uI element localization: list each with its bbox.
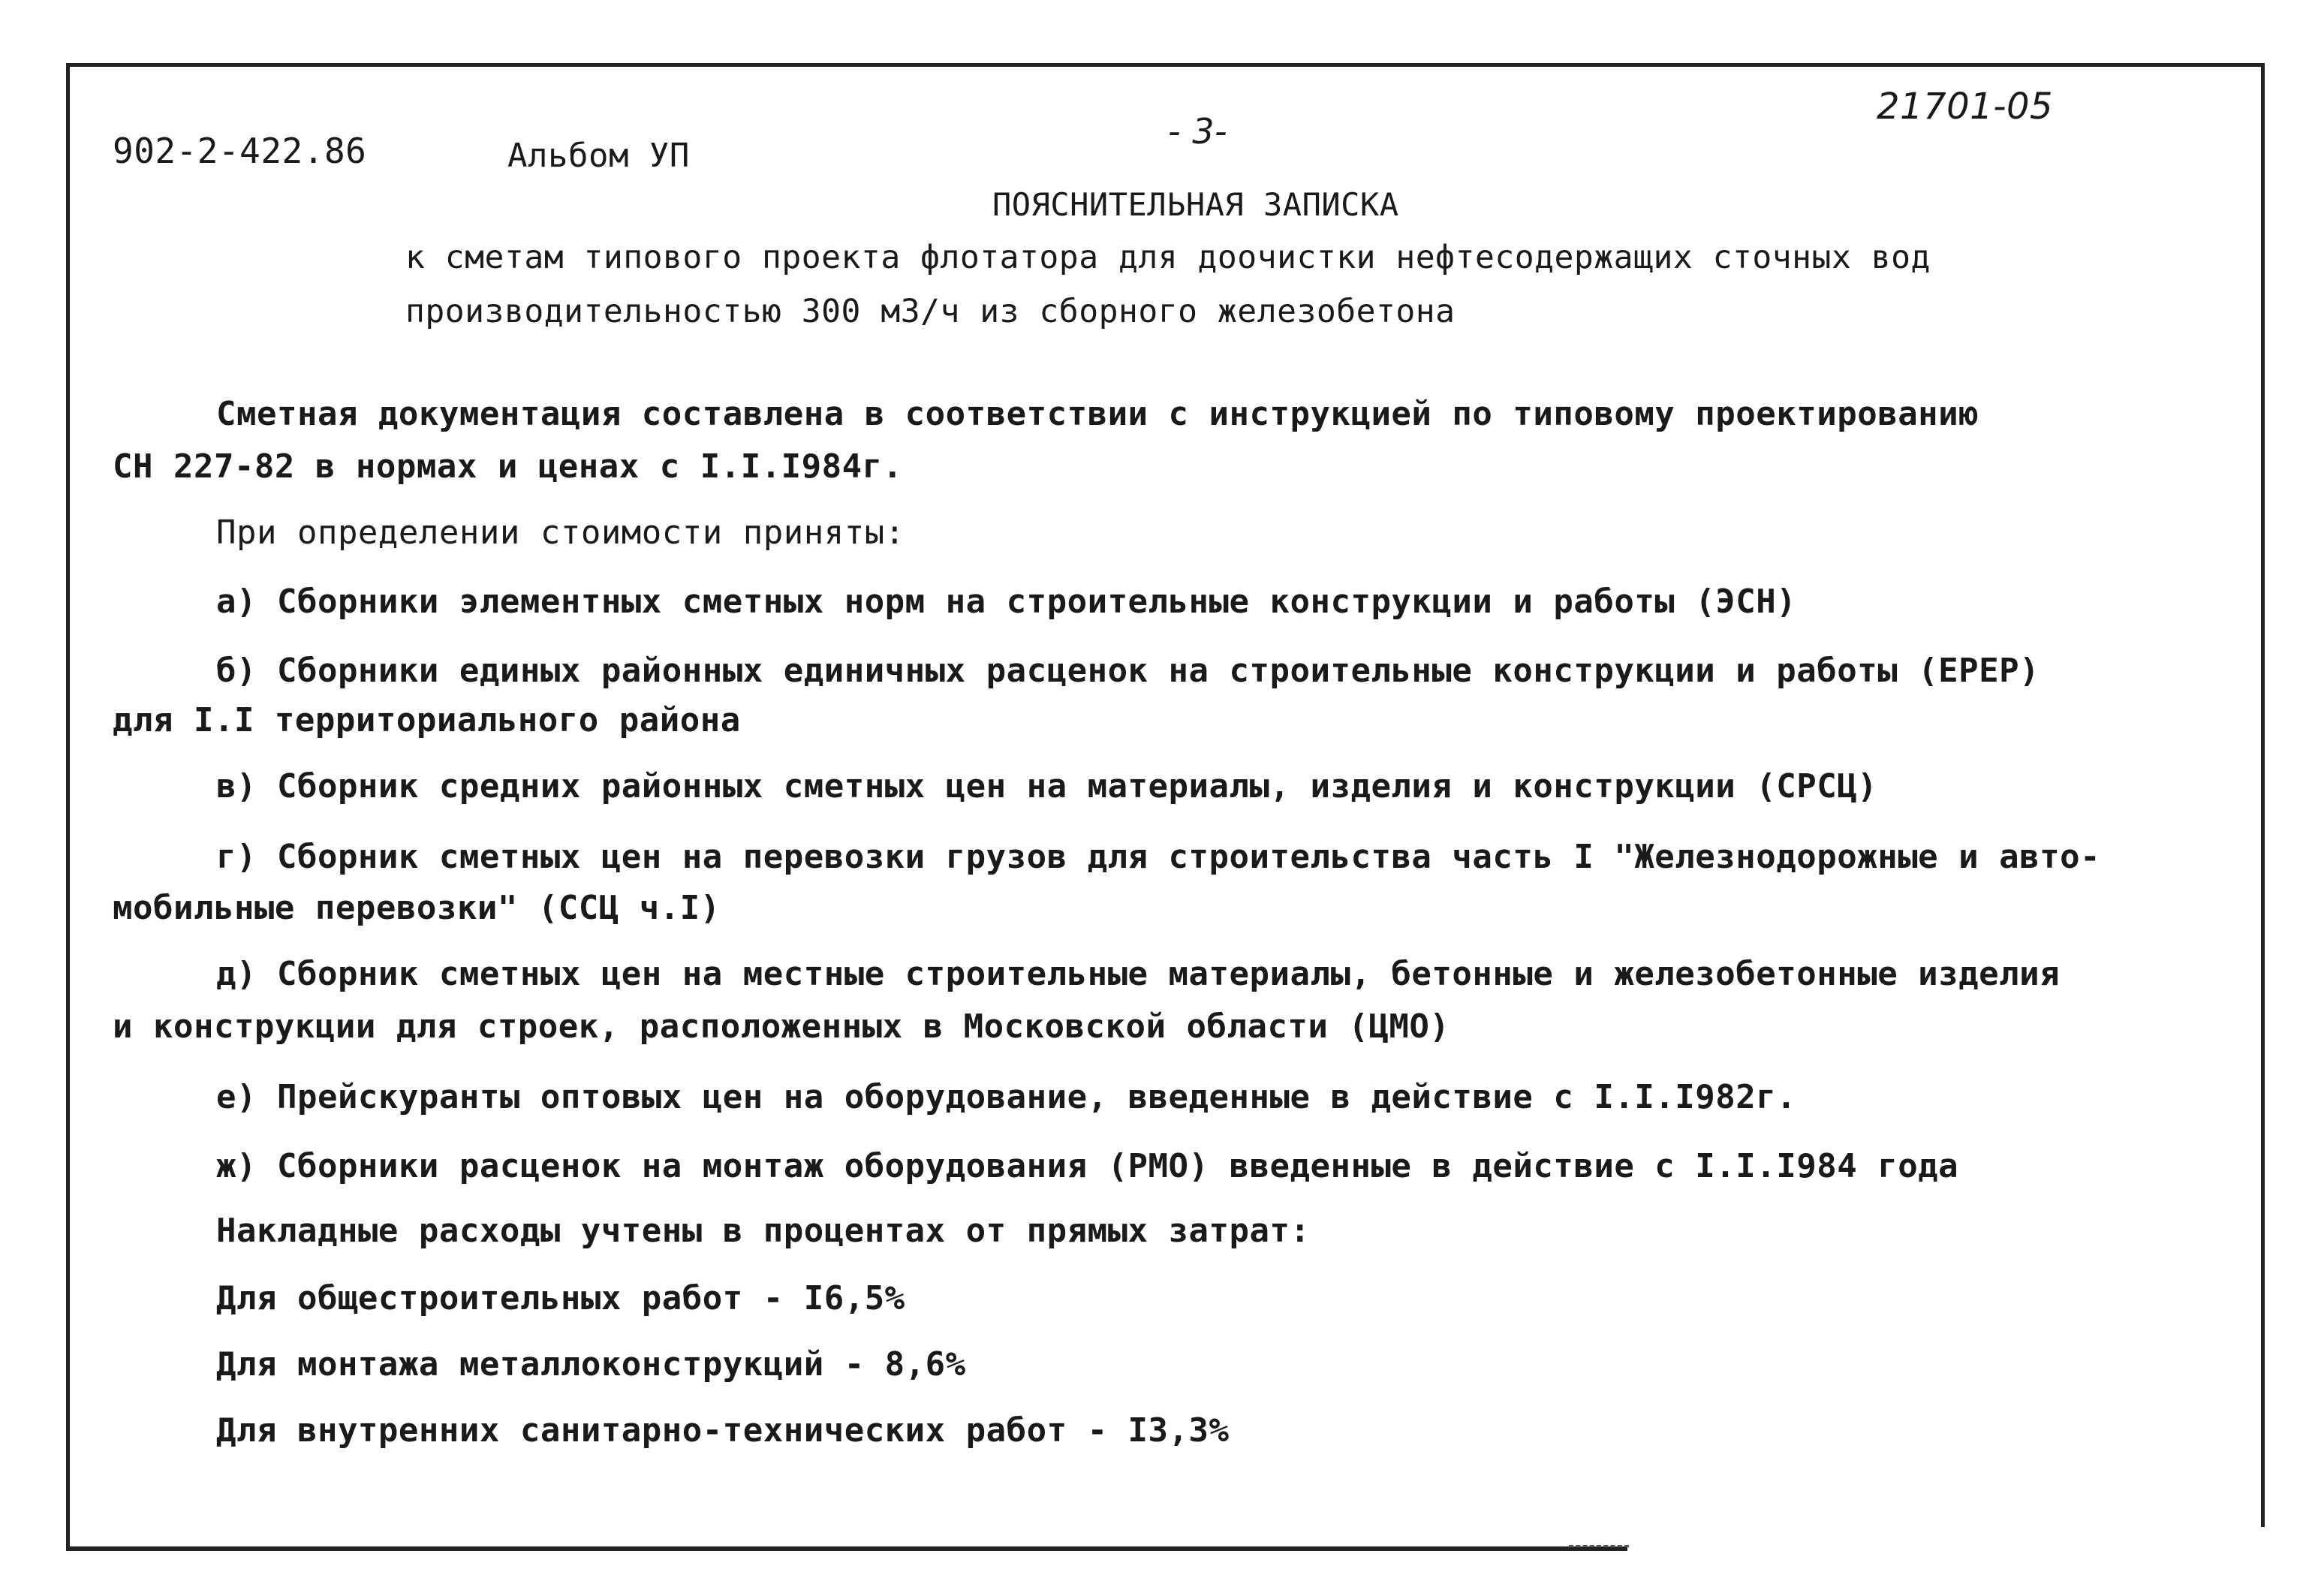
overhead-metal: Для монтажа металлоконструкций - 8,6% (216, 1345, 966, 1384)
frame-bottom-border (66, 1546, 1627, 1551)
intro-line-1: Сметная документация составлена в соответствии с инструкцией по типовому проектированию (216, 395, 1979, 433)
subtitle-line-1: к сметам типового проекта флотатора для доочистки нефтесодержащих сточных вод (405, 239, 1931, 276)
item-g-line-2: мобильные перевозки" (ССЦ ч.I) (113, 889, 721, 927)
cost-basis-heading: При определении стоимости приняты: (216, 513, 905, 552)
page-number: - 3- (1168, 111, 1228, 152)
frame-top-border (68, 63, 2264, 67)
item-e: е) Прейскуранты оптовых цен на оборудование, введенные в действие с I.I.I982г. (216, 1078, 1797, 1116)
item-b-line-1: б) Сборники единых районных единичных расценок на строительные конструкции и работы (ЕРЕР) (216, 652, 2040, 690)
overhead-general: Для общестроительных работ - I6,5% (216, 1279, 905, 1317)
overhead-intro: Накладные расходы учтены в процентах от прямых затрат: (216, 1212, 1311, 1250)
inventory-number: 21701-05 (1877, 86, 2054, 128)
doc-code: 902-2-422.86 (113, 131, 367, 171)
intro-line-2: СН 227-82 в нормах и ценах с I.I.I984г. (113, 447, 903, 486)
frame-bottom-tail (1569, 1545, 1629, 1547)
item-zh: ж) Сборники расценок на монтаж оборудования (РМО) введенные в действие с I.I.I984 года (216, 1147, 1959, 1185)
frame-right-border (2261, 63, 2265, 1527)
item-d-line-1: д) Сборник сметных цен на местные строительные материалы, бетонные и железобетонные изделия (216, 955, 2061, 993)
page-title: ПОЯСНИТЕЛЬНАЯ ЗАПИСКА (992, 186, 1399, 223)
item-a: а) Сборники элементных сметных норм на строительные конструкции и работы (ЭСН) (216, 583, 1797, 621)
item-d-line-2: и конструкции для строек, расположенных в Московской области (ЦМО) (113, 1007, 1450, 1046)
overhead-sanitary: Для внутренних санитарно-технических работ - I3,3% (216, 1411, 1230, 1450)
item-v: в) Сборник средних районных сметных цен на материалы, изделия и конструкции (СРСЦ) (216, 767, 1878, 806)
item-b-line-2: для I.I территориального района (113, 701, 741, 739)
subtitle-line-2: производительностью 300 м3/ч из сборного железобетона (405, 293, 1456, 330)
frame-left-border (66, 63, 70, 1549)
item-g-line-1: г) Сборник сметных цен на перевозки грузов для строительства часть I "Железнодорожные и авто- (216, 838, 2101, 876)
album-label: Альбом УП (507, 137, 690, 175)
